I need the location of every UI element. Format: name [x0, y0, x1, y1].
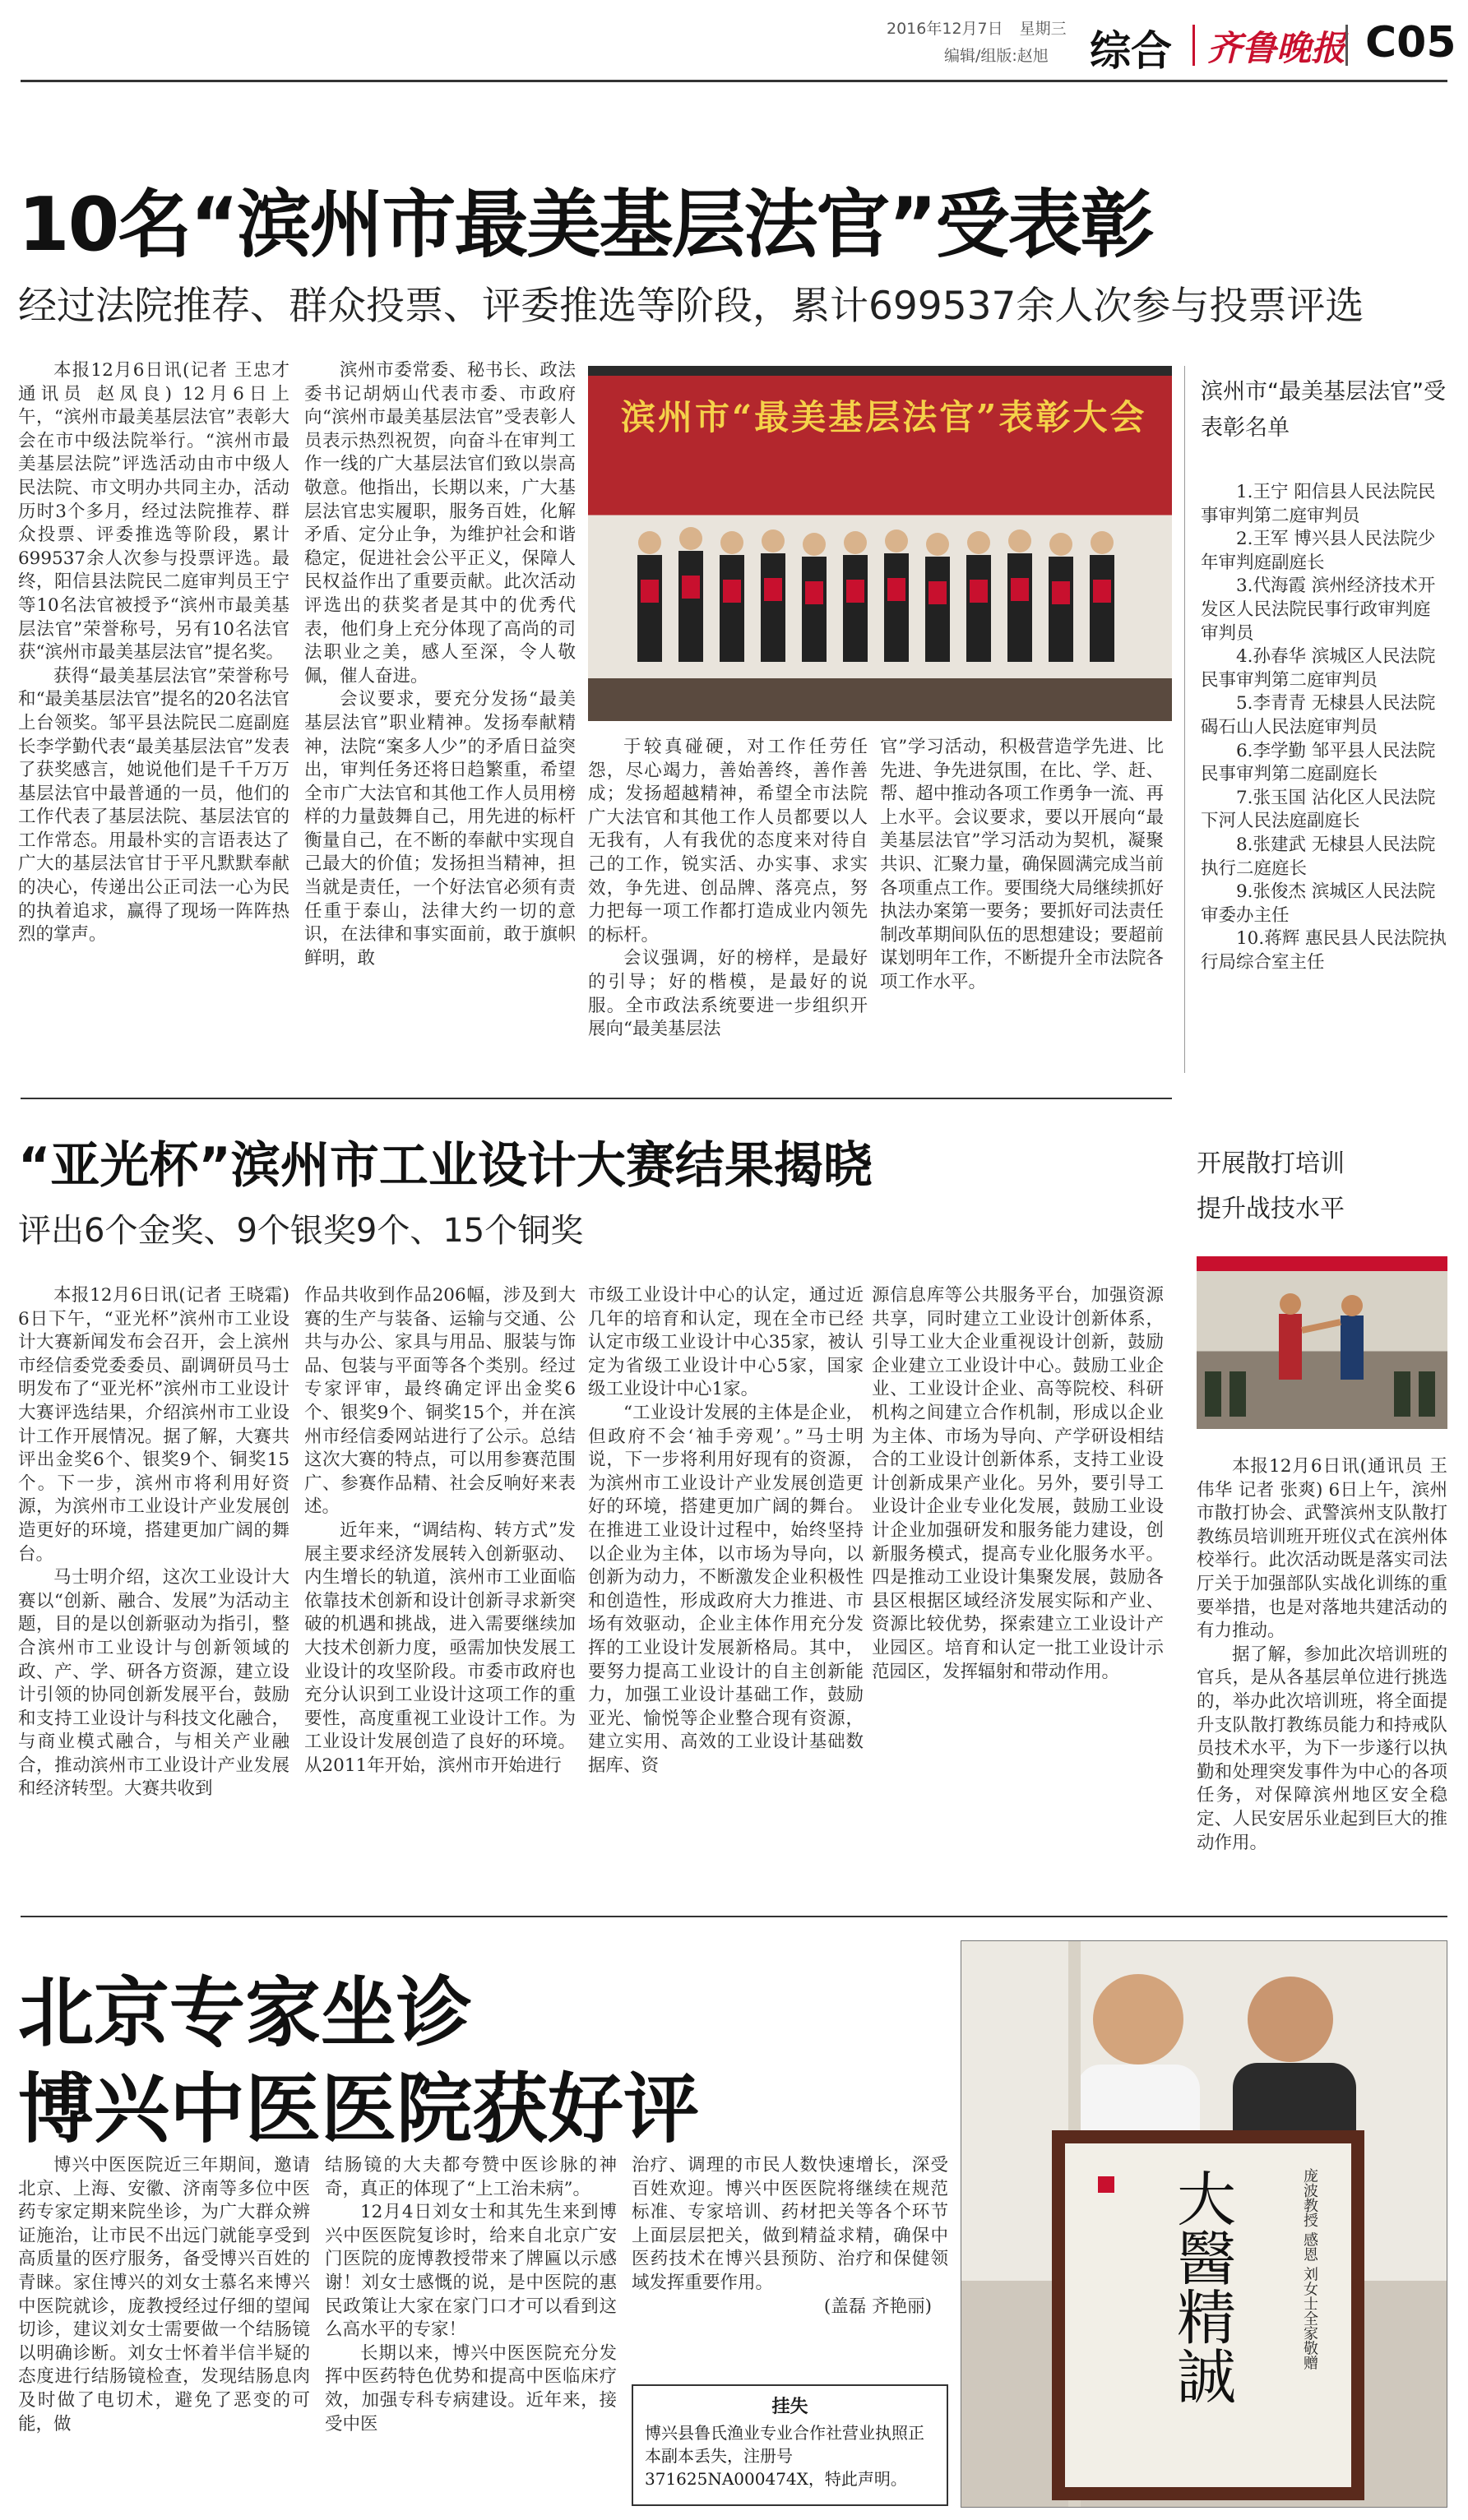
story3-headline-line1: 开展散打培训	[1197, 1149, 1345, 1178]
masthead-divider-2	[1345, 25, 1348, 66]
byline: (盖磊 齐艳丽)	[823, 2296, 932, 2317]
list-item: 7.张玉国 沾化区人民法院下河人民法庭副庭长	[1201, 787, 1436, 832]
section-rule-2	[21, 1916, 1447, 1917]
paragraph: 治疗、调理的市民人数快速增长，深受百姓欢迎。博兴中医医院将继续在规范标准、专家培训、药材把关等各个环节上面层层把关，做到精益求精，确保中医药技术在博兴县预防、治疗和保健领域发挥重要作用。	[632, 2155, 948, 2293]
section-name: 综合	[1090, 27, 1172, 75]
weekday-text: 星期三	[1019, 20, 1067, 38]
list-item: 8.张建武 无棣县人民法院执行二庭庭长	[1201, 834, 1436, 879]
plaque-paper	[1065, 2143, 1351, 2487]
paragraph: “工业设计发展的主体是企业，但政府不会‘袖手旁观’。”马士明说，下一步将利用好现有的资源，为滨州市工业设计产业发展创造更好的环境，搭建更加广阔的舞台。在推进工业设计过程中，始终坚持以企业为主体，以市场为导向，以创新为动力，不断激发企业积极性和创造性，形成政府大力推进、市场有效驱动，企业主体作用充分发挥的工业设计发展新格局。其中，要努力提高工业设计的自主创新能力，加强工业设计基础工作，鼓励亚光、愉悦等企业整合现有资源，建立实用、高效的工业设计基础数据库、资	[588, 1402, 864, 1776]
story4-col1	[18, 2154, 310, 2436]
paragraph: 博兴中医医院近三年期间，邀请北京、上海、安徽、济南等多位中医药专家定期来院坐诊，为广大群众辨证施治，让市民不出远门就能享受到高质量的医疗服务，备受博兴百姓的青睐。家住博兴的刘女士慕名来博兴中医院就诊，庞教授经过仔细的望闻切诊，建议刘女士需要做一个结肠镜以明确诊断。刘女士怀着半信半疑的态度进行结肠镜检查，发现结肠息肉及时做了电切术，避免了恶变的可能，做	[18, 2155, 310, 2434]
masthead-divider-1	[1192, 25, 1195, 66]
paragraph: 作品共收到作品206幅，涉及到大赛的生产与装备、运输与交通、公共与办公、家具与用品、服装与饰品、包装与平面等各个类别。经过专家评审，最终确定评出金奖6个、银奖9个、铜奖15个，并在滨州市经信委网站进行了公示。总结这次大赛的特点，可以用参赛范围广、参赛作品精、社会反响好来表述。	[304, 1285, 576, 1518]
list-item: 3.代海霞 滨州经济技术开发区人民法院民事行政审判庭审判员	[1201, 576, 1436, 644]
paragraph: 会议强调，好的榜样，是最好的引导；好的楷模，是最好的说服。全市政法系统要进一步组织开展向“最美基层法	[588, 948, 868, 1040]
story2-subhead: 评出6个金奖、9个银奖9个、15个铜奖	[18, 1212, 584, 1250]
stage-lights	[588, 366, 1172, 376]
story1-col1	[18, 359, 289, 947]
award-recipients-illustration	[588, 506, 1172, 721]
story1-col2	[304, 359, 576, 970]
plaque-text-small: 庞波教授 感恩 刘女士全家敬赠	[1301, 2168, 1318, 2370]
paragraph: 本报12月6日讯(记者 王忠才 通讯员 赵凤良) 12月6日上午，“滨州市最美基层法官”表彰大会在市中级法院举行。“滨州市最美基层法院”评选活动由市中级人民法院、市文明办共同主办，活动历时3个多月，经过法院推荐、群众投票、评委推选等阶段，累计699537余人次参与投票评选。最终，阳信县法院民二庭审判员王宁等10名法官被授予“滨州市最美基层法官”荣誉称号，另有10名法官获“滨州市最美基层法官”提名奖。	[18, 360, 289, 664]
list-item: 6.李学勤 邹平县人民法院民事审判第二庭副庭长	[1201, 740, 1436, 785]
masthead-date	[887, 16, 1067, 39]
story2-col3	[588, 1284, 864, 1778]
story4-col2	[325, 2154, 617, 2436]
honoree-list	[1201, 481, 1447, 974]
masthead-rule	[21, 80, 1447, 82]
sidebar-title: 滨州市“最美基层法官”受表彰名单	[1201, 379, 1446, 441]
story1-col4	[880, 736, 1164, 995]
paragraph: 市级工业设计中心的认定，通过近几年的培育和认定，现在全市已经认定市级工业设计中心35家，被认定为省级工业设计中心5家，国家级工业设计中心1家。	[588, 1285, 864, 1400]
paragraph: 滨州市委常委、秘书长、政法委书记胡炳山代表市委、市政府向“滨州市最美基层法官”受表彰人员表示热烈祝贺，向奋斗在审判工作一线的广大基层法官们致以崇高敬意。他指出，长期以来，广大基层法官忠实履职，服务百姓，化解矛盾、定分止争，为维护社会和谐稳定，促进社会公平正义，保障人民权益作出了重要贡献。此次活动评选出的获奖者是其中的优秀代表，他们身上充分体现了高尚的司法职业之美，感人至深，令人敬佩，催人奋进。	[304, 360, 576, 687]
plaque-seal	[1098, 2176, 1114, 2193]
list-item: 10.蒋辉 惠民县人民法院执行局综合室主任	[1201, 928, 1447, 973]
story4-headline-line2: 博兴中医医院获好评	[18, 2065, 700, 2153]
paragraph: 获得“最美基层法官”荣誉称号和“最美基层法官”提名的20名法官上台领奖。邹平县法院民二庭副庭长李学勤代表“最美基层法官”发表了获奖感言，她说他们是千千万万基层法官中最普通的一员，他们的工作代表了基层法院、基层法官的工作常态。用最朴实的言语表达了广大的基层法官甘于平凡默默奉献的决心，传递出公正司法一心为民的执着追求，赢得了现场一阵阵热烈的掌声。	[18, 665, 289, 946]
story1-headline: 10名“滨州市最美基层法官”受表彰	[18, 182, 1153, 268]
paragraph: 会议要求，要充分发扬“最美基层法官”职业精神。发扬奉献精神，法院“案多人少”的矛盾日益突出，审判任务还将日趋繁重，希望全市广大法官和其他工作人员用榜样的力量鼓舞自己，用先进的标杆衡量自己，在不断的奉献中实现自己最大的价值；发扬担当精神，担当就是责任，一个好法官必须有责任重于泰山，法律大约一切的意识，在法律和事实面前，敢于旗帜鲜明，敢	[304, 689, 576, 969]
list-item: 4.孙春华 滨城区人民法院民事审判第二庭审判员	[1201, 646, 1436, 691]
story3-headline-line2: 提升战技水平	[1197, 1195, 1345, 1223]
story4-col3	[632, 2154, 948, 2319]
list-item: 2.王军 博兴县人民法院少年审判庭副庭长	[1201, 529, 1436, 573]
notice-title: 挂失	[771, 2397, 808, 2417]
paragraph: 据了解，参加此次培训班的官兵，是从各基层单位进行挑选的，举办此次培训班，将全面提升支队散打教练员能力和持戒队员技术水平，为下一步遂行以执勤和处理突发事件为中心的各项任务，对保障滨州地区安全稳定、人民安居乐业起到巨大的推动作用。	[1197, 1644, 1447, 1853]
plaque-text-big: 大醫精誠	[1167, 2168, 1236, 2405]
section-rule-1	[21, 1098, 1172, 1099]
paragraph: 本报12月6日讯(记者 王晓霜) 6日下午，“亚光杯”滨州市工业设计大赛新闻发布会召开，会上滨州市经信委党委委员、副调研员马士明发布了“亚光杯”滨州市工业设计大赛评选结果，介绍滨州市工业设计工作开展情况。据了解，大赛共评出金奖6个、银奖9个、铜奖15个。下一步，滨州市将利用好资源，为滨州市工业设计产业发展创造更好的环境，搭建更加广阔的舞台。	[18, 1285, 289, 1565]
story3-body	[1197, 1455, 1447, 1855]
story2-col2	[304, 1284, 576, 1778]
paragraph: 结肠镜的大夫都夸赞中医诊脉的神奇，真正的体现了“上工治未病”。	[325, 2155, 617, 2199]
date-text: 2016年12月7日	[887, 20, 1003, 38]
photo-banner-text: 滨州市“最美基层法官”表彰大会	[621, 397, 1147, 437]
training-illustration	[1197, 1256, 1447, 1429]
masthead-editor: 编辑/组版:赵旭	[944, 47, 1049, 65]
list-item: 5.李青青 无棣县人民法院碣石山人民法庭审判员	[1201, 693, 1436, 738]
list-item: 1.王宁 阳信县人民法院民事审判第二庭审判员	[1201, 482, 1436, 526]
ceremony-photo	[588, 366, 1172, 721]
paper-logo: 齐鲁晚报	[1207, 28, 1346, 68]
doctors-plaque-photo	[961, 1940, 1447, 2508]
paragraph: 于较真碰硬，对工作任劳任怨，尽心竭力，善始善终，善作善成；发扬超越精神，希望全市法院广大法官和其他工作人员都要以人无我有，人有我优的态度来对待自己的工作，锐实活、办实事、求实效，争先进、创品牌、落亮点，努力把每一项工作都打造成业内领先的标杆。	[588, 737, 868, 946]
paragraph: 源信息库等公共服务平台，加强资源共享，同时建立工业设计创新体系，引导工业大企业重视设计创新，鼓励企业建立工业设计中心。鼓励工业企业、工业设计企业、高等院校、科研机构之间建立合作机制，形成以企业为主体、市场为导向、产学研设相结合的工业设计创新体系，支持工业设计创新成果产业化。另外，要引导工业设计企业专业化发展，鼓励工业设计企业加强研发和服务能力建设，创新服务模式，提高专业化服务水平。四是推动工业设计集聚发展，鼓励各县区根据区域经济发展实际和产业、资源比较优势，探索建立工业设计产业园区。培育和认定一批工业设计示范园区，发挥辐射和带动作用。	[872, 1285, 1164, 1682]
sanda-training-photo	[1197, 1256, 1447, 1429]
paragraph: 本报12月6日讯(通讯员 王伟华 记者 张爽) 6日上午，滨州市散打协会、武警滨州支队散打教练员培训班开班仪式在滨州体校举行。此次活动既是落实司法厅关于加强部队实战化训练的重要举措，也是对落地共建活动的有力推动。	[1197, 1456, 1447, 1642]
paragraph: 马士明介绍，这次工业设计大赛以“创新、融合、发展”为活动主题，目的是以创新驱动为指引，整合滨州市工业设计与创新领域的政、产、学、研各方资源，建立设计引领的协同创新发展平台，鼓励和支持工业设计与科技文化融合，与商业模式融合，与相关产业融合，推动滨州市工业设计产业发展和经济转型。大赛共收到	[18, 1567, 289, 1800]
list-item: 9.张俊杰 滨城区人民法院审委办主任	[1201, 881, 1436, 926]
story1-subhead: 经过法院推荐、群众投票、评委推选等阶段，累计699537余人次参与投票评选	[18, 284, 1364, 329]
paragraph: 长期以来，博兴中医医院充分发挥中医药特色优势和提高中医临床疗效，加强专科专病建设。近年来，接受中医	[325, 2342, 617, 2434]
story1-col3	[588, 736, 868, 1042]
paragraph: 近年来，“调结构、转方式”发展主要求经济发展转入创新驱动、内生增长的轨道，滨州市工业面临依靠技术创新和设计创新寻求新突破的机遇和挑战，进入需要继续加大技术创新力度，亟需加快发展工业设计的攻坚阶段。市委市政府也充分认识到工业设计这项工作的重要性，高度重视工业设计工作。为工业设计发展创造了良好的环境。从2011年开始，滨州市开始进行	[304, 1519, 576, 1776]
plaque	[1052, 2130, 1364, 2500]
lost-notice-box	[632, 2384, 948, 2506]
story2-col4	[872, 1284, 1164, 1684]
sidebar-divider	[1184, 366, 1185, 1073]
paragraph: 12月4日刘女士和其先生来到博兴中医医院复诊时，给来自北京广安门医院的庞博教授带来了牌匾以示感谢！刘女士感慨的说，是中医院的惠民政策让大家在家门口才可以看到这么高水平的专家！	[325, 2202, 617, 2341]
page-number: C05	[1365, 18, 1456, 67]
story2-headline: “亚光杯”滨州市工业设计大赛结果揭晓	[18, 1137, 873, 1195]
paragraph: 官”学习活动，积极营造学先进、比先进、争先进氛围，在比、学、赶、帮、超中推动各项工作勇争一流、再上水平。会议要求，要以开展向“最美基层法官”学习活动为契机，凝聚共识、汇聚力量，确保圆满完成当前各项重点工作。要围绕大局继续抓好执法办案第一要务；要抓好司法责任制改革期间队伍的思想建设；要超前谋划明年工作，不断提升全市法院各项工作水平。	[880, 737, 1164, 992]
notice-body: 博兴县鲁氏渔业专业合作社营业执照正本副本丢失，注册号371625NA000474X，特此声明。	[645, 2423, 924, 2489]
story4-headline-line1: 北京专家坐诊	[18, 1969, 473, 2057]
story2-col1	[18, 1284, 289, 1801]
